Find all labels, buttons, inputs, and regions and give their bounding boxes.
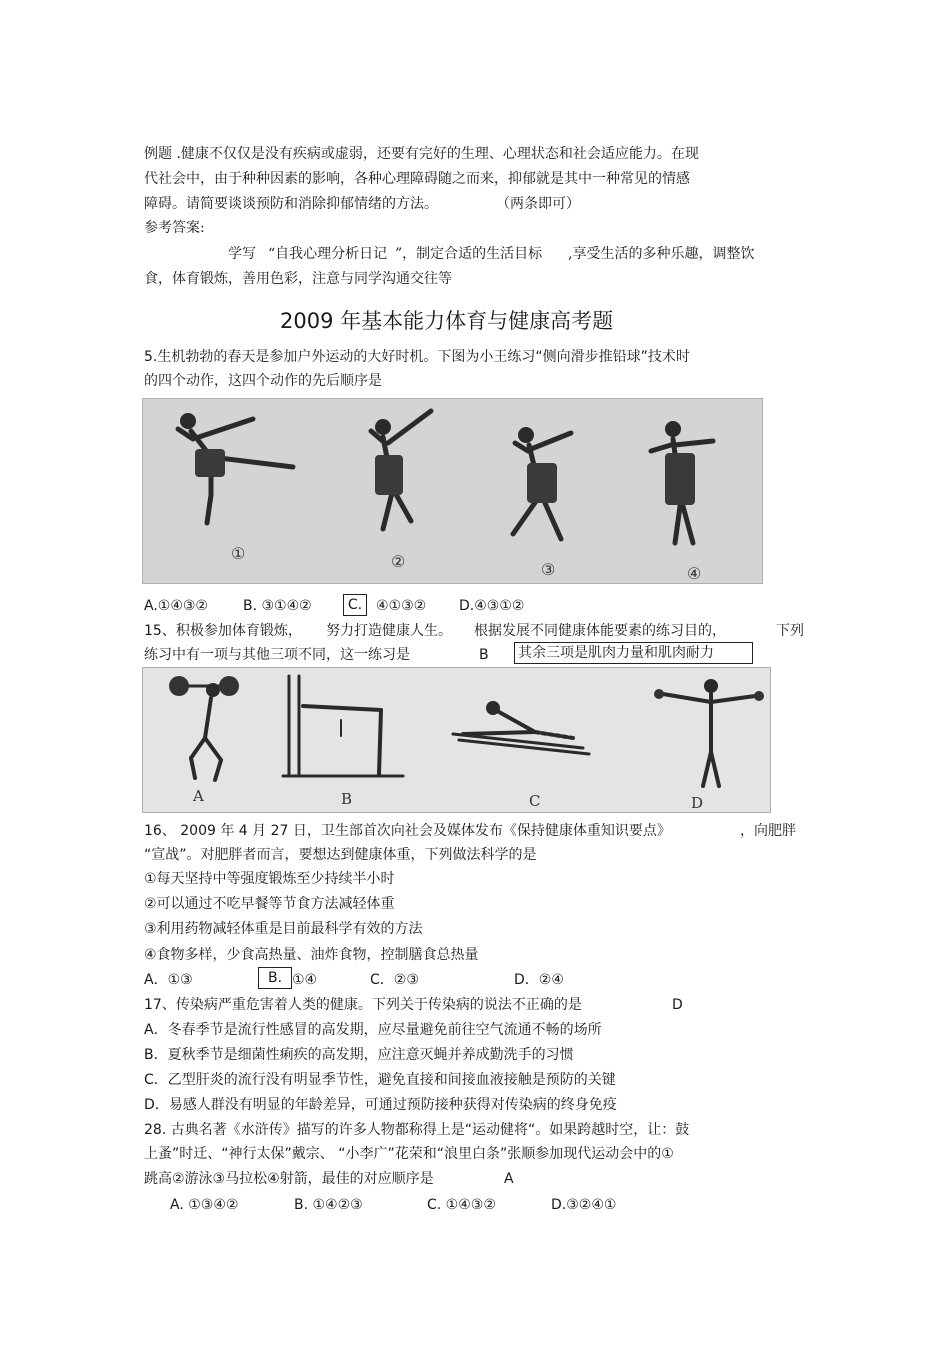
answer-line-1a: 学写 (228, 246, 256, 262)
q15-figure-label-a: A (193, 787, 204, 805)
q5-figure-label-2: ② (391, 552, 406, 571)
q15-figure-label-b: B (341, 790, 353, 808)
q15-line-1d: 下列 (776, 623, 804, 639)
example-line-2: 代社会中，由于种种因素的影响，各种心理障碍随之而来，抑郁就是其中一种常见的情感 (144, 171, 690, 187)
q28-option-c: C. ①④③② (427, 1197, 496, 1213)
q15-line-1a: 15、积极参加体育锻炼， (144, 623, 302, 639)
answer-line-2: 食，体育锻炼，善用色彩，注意与同学沟通交往等 (144, 271, 452, 287)
q16-line-2: “宣战”。对肥胖者而言，要想达到健康体重，下列做法科学的是 (144, 847, 537, 863)
q17-option-d: D．易感人群没有明显的年龄差异，可通过预防接种获得对传染病的终身免疫 (144, 1097, 617, 1113)
q5-figure-label-3: ③ (541, 560, 556, 579)
q15-answer: B (479, 647, 489, 663)
q16-item-3: ③利用药物减轻体重是目前最科学有效的方法 (144, 921, 423, 937)
q28-line-2: 上蚤”时迁、“神行太保”戴宗、 “小李广”花荣和“浪里白条”张顺参加现代运动会中的① (144, 1146, 674, 1162)
q17-option-b: B．夏秋季节是细菌性痢疾的高发期，应注意灭蝇并养成勤洗手的习惯 (144, 1047, 574, 1063)
q15-line-1b: 努力打造健康人生。 (326, 623, 452, 639)
q15-figure-label-c: C (529, 792, 541, 810)
example-line-3-note: （两条即可） (496, 196, 580, 212)
q17-option-a: A．冬春季节是流行性感冒的高发期，应尽量避免前往空气流通不畅的场所 (144, 1022, 602, 1038)
q5-option-b: B. ③①④② (243, 598, 312, 614)
q17-stem: 17、传染病严重危害着人类的健康。下列关于传染病的说法不正确的是 (144, 997, 582, 1013)
q16-item-1: ①每天坚持中等强度锻炼至少持续半小时 (144, 871, 395, 887)
q16-option-a: A．①③ (144, 972, 193, 988)
q5-line-2: 的四个动作，这四个动作的先后顺序是 (144, 373, 382, 389)
q5-figure-label-1: ① (231, 544, 246, 563)
q28-line-1: 28. 古典名著《水浒传》描写的许多人物都称得上是“运动健将“。如果跨越时空，让：鼓 (144, 1122, 690, 1138)
fitness-exercises-figure (142, 667, 771, 813)
answer-label: 参考答案: (144, 220, 205, 236)
q17-option-c: C．乙型肝炎的流行没有明显季节性，避免直接和间接血液接触是预防的关键 (144, 1072, 616, 1088)
q16-line-1a: 16、 2009 年 4 月 27 日，卫生部首次向社会及媒体发布《保持健康体重知识要点》 (144, 823, 671, 839)
q15-line-2: 练习中有一项与其他三项不同，这一练习是 (144, 647, 410, 663)
q28-answer: A (504, 1171, 514, 1187)
q16-item-2: ②可以通过不吃早餐等节食方法减轻体重 (144, 896, 395, 912)
q15-line-1c: 根据发展不同健康体能要素的练习目的， (474, 623, 726, 639)
q5-option-c-box: C. (343, 594, 367, 616)
q16-line-1b: ，向肥胖 (740, 823, 796, 839)
q16-item-4: ④食物多样，少食高热量、油炸食物，控制膳食总热量 (144, 947, 479, 963)
example-line-1: 例题 .健康不仅仅是没有疾病或虚弱，还要有完好的生理、心理状态和社会适应能力。在现 (144, 146, 699, 162)
q16-option-d: D．②④ (514, 972, 564, 988)
section-title: 2009 年基本能力体育与健康高考题 (280, 309, 614, 333)
answer-line-1b: “自我心理分析日记 (268, 246, 388, 262)
q5-line-1: 5.生机勃勃的春天是参加户外运动的大好时机。下图为小王练习“侧向滑步推铅球”技术时 (144, 349, 690, 365)
q5-option-c: ④①③② (376, 598, 427, 614)
q5-option-d: D.④③①② (459, 598, 525, 614)
q15-answer-note: 其余三项是肌肉力量和肌肉耐力 (514, 642, 753, 664)
q28-line-3: 跳高②游泳③马拉松④射箭，最佳的对应顺序是 (144, 1171, 434, 1187)
q16-option-b-box: B. (258, 967, 292, 989)
shot-put-figure (142, 398, 763, 584)
q28-option-a: A. ①③④② (170, 1197, 239, 1213)
q28-option-b: B. ①④②③ (294, 1197, 363, 1213)
answer-line-1c: ”，制定合适的生活目标 (395, 246, 543, 262)
q16-option-b: ①④ (292, 972, 318, 988)
q5-figure-label-4: ④ (687, 564, 702, 583)
example-line-3: 障碍。请简要谈谈预防和消除抑郁情绪的方法。 (144, 196, 438, 212)
answer-line-1d: ,享受生活的多种乐趣，调整饮 (568, 246, 755, 262)
q17-answer: D (672, 997, 683, 1013)
q16-option-c: C．②③ (370, 972, 419, 988)
q15-figure-label-d: D (691, 794, 704, 812)
q5-option-a: A.①④③② (144, 598, 208, 614)
q28-option-d: D.③②④① (551, 1197, 617, 1213)
